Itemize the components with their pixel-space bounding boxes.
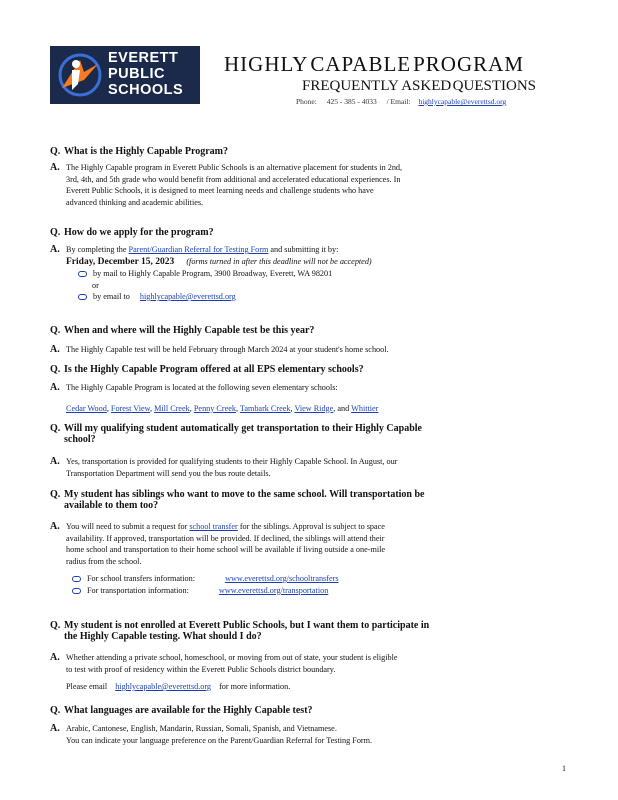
page-title: HIGHLY CAPABLE PROGRAM xyxy=(224,52,524,76)
bullet-icon xyxy=(72,588,81,594)
faq-answer: A. Arabic, Cantonese, English, Mandarin, Russian, Somali, Spanish, and Vietnamese. You can indicate your language preference on the Parent/Guardian Referral for Testing Form. xyxy=(50,723,373,745)
faq-answer: A. By completing the Parent/Guardian Referral for Testing Form and submitting it by: Friday, December 15, 2023 (forms turned in after this deadline will not be accepted) by mail to Highly Capable Program, 3900 Broadway, Everett, WA 98201 or by email to highlycapable@everettsd.org xyxy=(50,244,372,301)
faq-question: Q. Will my qualifying student automatically get transportation to their Highly Capable school? xyxy=(50,423,422,445)
faq-question: Q. My student has siblings who want to move to the same school. Will transportation be available to them too? xyxy=(50,489,425,511)
bullet-icon xyxy=(78,294,87,300)
school-link-penny-creek[interactable]: Penny Creek xyxy=(193,403,236,413)
transportation-url[interactable]: www.everettsd.org/transportation xyxy=(218,585,329,595)
logo-wordmark: EVERETT PUBLIC SCHOOLS xyxy=(108,50,184,98)
referral-form-link[interactable]: Parent/Guardian Referral for Testing Form xyxy=(128,245,269,254)
faq-question: Q. My student is not enrolled at Everett Public Schools, but I want them to participate in the Highly Capable testing. What should I do? xyxy=(50,620,430,642)
faq-answer: A. The Highly Capable Program is located at the following seven elementary schools: Cedar Wood, Forest View, Mill Creek, Penny Creek, Tambark Creek, View Ridge, and Whittier xyxy=(50,382,379,413)
school-link-cedar-wood[interactable]: Cedar Wood xyxy=(66,403,107,413)
faq-question: Q. What languages are available for the Highly Capable test? xyxy=(50,705,313,716)
school-transfer-link[interactable]: school transfer xyxy=(189,522,238,531)
school-link-whittier[interactable]: Whittier xyxy=(351,403,379,413)
faq-question: Q. How do we apply for the program? xyxy=(50,227,214,238)
faq-question: Q. When and where will the Highly Capable test be this year? xyxy=(50,325,315,336)
bullet-icon xyxy=(78,271,87,277)
faq-question: Q. What is the Highly Capable Program? xyxy=(50,146,228,157)
contact-email-link[interactable]: highlycapable@everettsd.org xyxy=(418,97,507,106)
faq-question: Q. Is the Highly Capable Program offered at all EPS elementary schools? xyxy=(50,364,364,375)
info-email-link[interactable]: highlycapable@everettsd.org xyxy=(115,682,212,691)
faq-answer: A. Yes, transportation is provided for qualifying students to their Highly Capable School. In August, our Transportation Department will send you the bus route details. xyxy=(50,456,398,478)
school-link-forest-view[interactable]: Forest View xyxy=(110,403,150,413)
school-link-tambark-creek[interactable]: Tambark Creek xyxy=(239,403,291,413)
school-link-mill-creek[interactable]: Mill Creek xyxy=(154,403,190,413)
logo-emblem-icon xyxy=(54,50,106,100)
faq-answer: A. Whether attending a private school, homeschool, or moving from out of state, your student is eligible to test with proof of residency within the Everett Public Schools district boundary. Please email highlycapable@everettsd.org for more information. xyxy=(50,652,398,691)
school-link-view-ridge[interactable]: View Ridge xyxy=(294,403,334,413)
faq-answer: A. The Highly Capable program in Everett Public Schools is an alternative placement for students in 2nd, 3rd, 4th, and 5th grade who would benefit from additional and accelerated educational experiences. In Everett Public Schools, it is designed to meet learning needs and challenge students who have advanced thinking and academic abilities. xyxy=(50,162,403,207)
bullet-icon xyxy=(72,576,81,582)
district-logo xyxy=(50,46,200,104)
page-number: 1 xyxy=(562,764,566,773)
contact-line: Phone: 425 - 385 - 4033 / Email: highlycapable@everettsd.org xyxy=(296,97,507,106)
school-transfers-url[interactable]: www.everettsd.org/schooltransfers xyxy=(225,574,339,583)
email-link[interactable]: highlycapable@everettsd.org xyxy=(139,292,236,301)
faq-answer: A. You will need to submit a request for school transfer for the siblings. Approval is subject to space availability. If approved, transportation will be provided. If declined, the siblings will attend their home school and transportation to their home school will be available if living outside a one-mile radius from the school. For school transfers information: www.everettsd.org/schooltransfers For transportation information: www.everettsd.org/transportation xyxy=(50,521,386,595)
page-subtitle: FREQUENTLY ASKED QUESTIONS xyxy=(302,78,536,94)
faq-answer: A. The Highly Capable test will be held February through March 2024 at your student's home school. xyxy=(50,344,389,355)
